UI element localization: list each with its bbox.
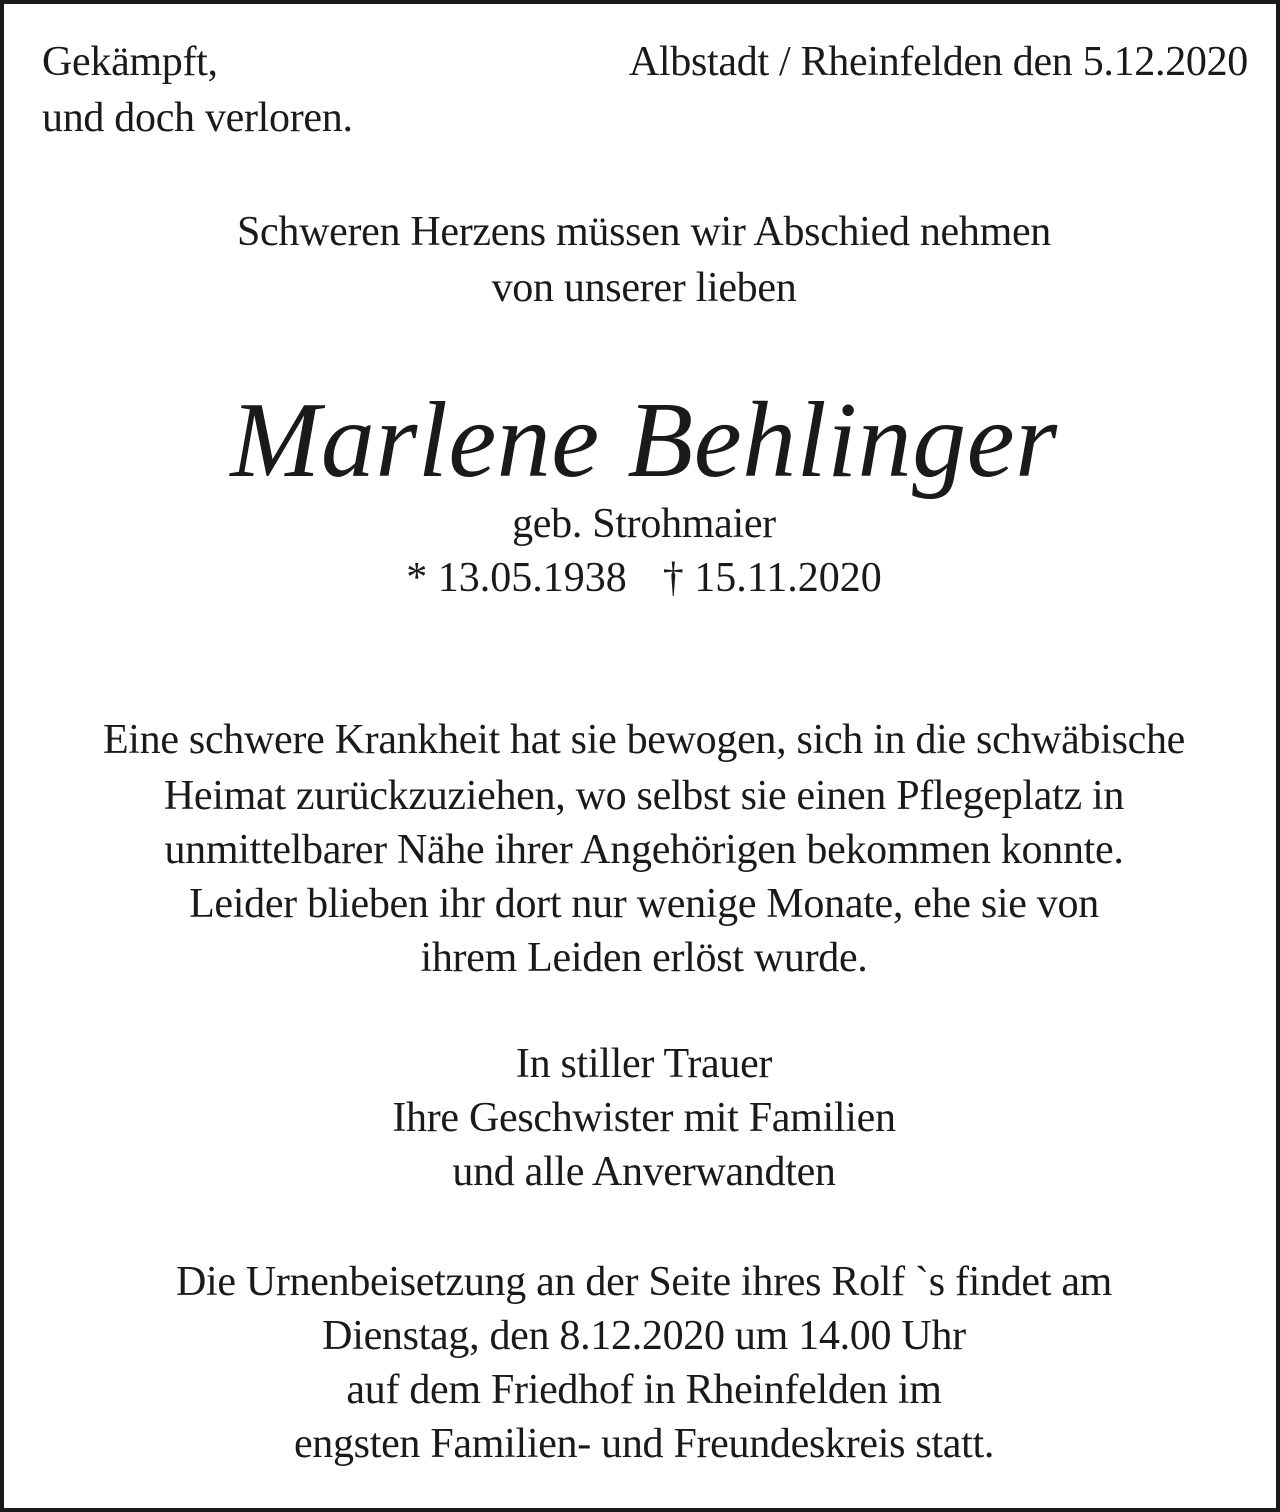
text-line-2: Heimat zurückzuziehen, wo selbst sie einen Pflegeplatz in [163,773,1125,819]
text-line-3: unmittelbarer Nähe ihrer Angehörigen bekommen konnte. [164,827,1124,873]
intro-line-2: von unserer lieben [491,265,797,311]
mourners-line-3: und alle Anverwandten [452,1149,836,1195]
death-date: † 15.11.2020 [662,555,882,601]
funeral-line-1: Die Urnenbeisetzung an der Seite ihres Rolf `s findet am [175,1259,1113,1305]
mourners-line-2: Ihre Geschwister mit Familien [392,1095,896,1141]
birth-date: * 13.05.1938 [406,555,627,601]
funeral-line-4: engsten Familien- und Freundeskreis statt. [293,1421,995,1467]
text-line-4: Leider blieben ihr dort nur wenige Monate, ehe sie von [189,881,1099,927]
funeral-line-2: Dienstag, den 8.12.2020 um 14.00 Uhr [322,1313,966,1359]
text-line-5: ihrem Leiden erlöst wurde. [420,935,868,981]
motto-line-2: und doch verloren. [42,95,353,141]
place-date: Albstadt / Rheinfelden den 5.12.2020 [628,39,1248,85]
deceased-name: Marlene Behlinger [230,381,1058,500]
funeral-line-3: auf dem Friedhof in Rheinfelden im [346,1367,942,1413]
text-line-1: Eine schwere Krankheit hat sie bewogen, sich in die schwäbische [102,717,1186,763]
maiden-name: geb. Strohmaier [512,501,776,547]
intro-line-1: Schweren Herzens müssen wir Abschied nehmen [236,209,1052,255]
motto-line-1: Gekämpft, [42,39,218,85]
mourners-line-1: In stiller Trauer [515,1041,773,1087]
life-dates [4,550,1280,606]
